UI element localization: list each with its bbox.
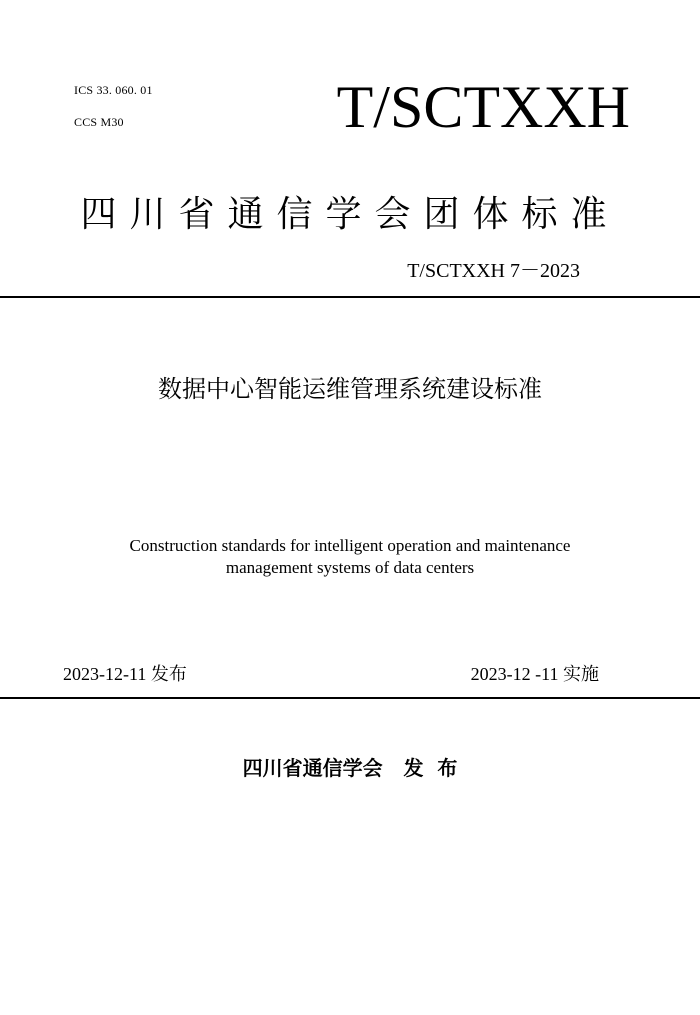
organization-mark: T/SCTXXH (336, 74, 630, 140)
title-english (50, 535, 650, 579)
implement-date: 2023-12 -11 (470, 664, 559, 684)
implement-label: 实施 (563, 664, 599, 685)
title-english-line-1: Construction standards for intelligent operation and maintenance (129, 536, 571, 555)
publish-label: 发布 (150, 664, 187, 685)
ccs-code: CCS M30 (74, 115, 124, 129)
publish-date-block (63, 661, 187, 688)
publish-date: 2023-12-11 (63, 664, 147, 684)
title-chinese: 数据中心智能运维管理系统建设标准 (158, 375, 542, 403)
implement-date-block (300, 661, 599, 688)
publisher-name: 四川省通信学会 (242, 756, 383, 780)
standard-type-heading: 四川省通信学会团体标准 (80, 194, 620, 235)
standard-number: T/SCTXXH 7－2023 (407, 260, 580, 282)
ics-code: ICS 33. 060. 01 (74, 83, 153, 97)
top-divider (0, 296, 700, 298)
publisher-line (50, 754, 650, 782)
bottom-divider (0, 697, 700, 699)
title-english-line-2: management systems of data centers (225, 558, 475, 577)
publisher-action: 发 布 (403, 756, 458, 780)
